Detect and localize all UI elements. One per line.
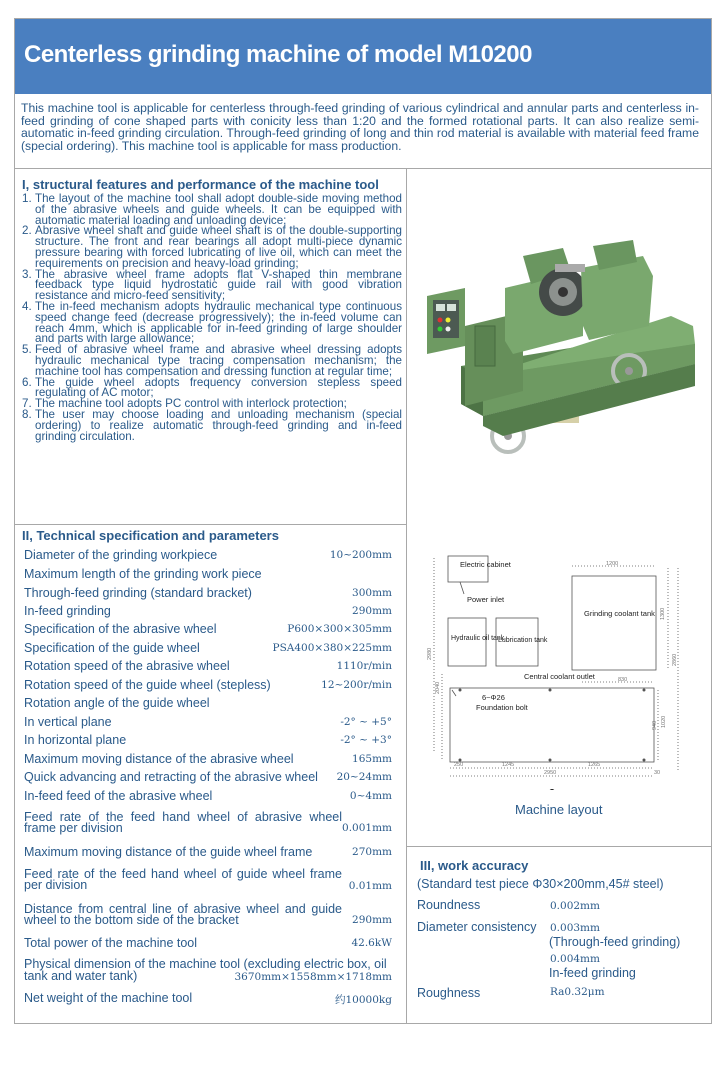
- dim-label: 1200: [606, 561, 619, 567]
- dim-label: 2860: [672, 653, 678, 666]
- feature-item: [22, 226, 402, 269]
- diameter-value-infeed: 0.004mm: [550, 953, 600, 965]
- feature-number: 1.: [22, 192, 32, 205]
- hydraulic-label: Hydraulic oil tank: [451, 635, 505, 642]
- spec-label: Total power of the machine tool: [24, 936, 198, 950]
- machine-layout-diagram: [412, 540, 712, 790]
- coolant-label: Grinding coolant tank: [584, 609, 655, 618]
- diameter-label: Diameter consistency: [417, 920, 537, 934]
- feature-item: [22, 345, 402, 377]
- spec-label: Maximum length of the grinding work piece: [24, 567, 262, 581]
- spec-label: Distance from central line of abrasive wheel and guide wheel to the bottom side of the bracket: [24, 902, 342, 927]
- spec-value: 165mm: [352, 753, 392, 765]
- spec-value: 3670mm×1558mm×1718mm: [231, 971, 393, 983]
- spec-value: 300mm: [352, 587, 392, 599]
- coolant-tank-box: [572, 576, 656, 670]
- dim-label: 30: [654, 770, 661, 776]
- feature-item: [22, 375, 402, 400]
- roughness-value: Ra0.32μm: [550, 986, 605, 998]
- spec-label: Feed rate of the feed hand wheel of abrasive wheel frame per division: [24, 810, 342, 835]
- hydraulic-tank-box: [448, 618, 486, 666]
- spec-label: Through-feed grinding (standard bracket): [24, 586, 252, 600]
- spec-value: 290mm: [352, 605, 392, 617]
- spec-value: 10~200mm: [329, 549, 392, 561]
- divider: [15, 524, 406, 525]
- spec-value: 0.01mm: [348, 880, 392, 892]
- spec-value: 42.6kW: [351, 937, 392, 949]
- intro-paragraph: This machine tool is applicable for centerless through-feed grinding of various cylindrical and annular parts and centerless in-feed grinding of cone shaped parts with conicity less than 1:20 and the formed rotational parts. It can also realize semi-automatic in-feed grinding circulation. Through-feed grinding of long and thin rod material is available with material feed frame (special ordering). This machine tool is applicable for mass production.: [21, 101, 699, 153]
- feature-number: 4.: [22, 299, 32, 313]
- features-list: [22, 194, 402, 442]
- dim-label: 2040: [435, 681, 441, 694]
- roundness-value: 0.002mm: [550, 900, 600, 912]
- dim-label: 2950: [544, 770, 557, 776]
- feature-text: The abrasive wheel frame adopts flat V-shaped thin membrane feedback type liquid hydrostatic guide rail with good vibration resistance and micro-feed sensitivity;: [35, 267, 402, 303]
- dim-label: 940: [652, 720, 658, 730]
- feature-item: [22, 407, 402, 443]
- dim-label: 1300: [660, 607, 666, 620]
- spec-value: P600×300×305mm: [287, 623, 392, 635]
- spec-label: Quick advancing and retracting of the abrasive wheel: [24, 770, 318, 784]
- diameter-note-through: (Through-feed grinding): [549, 935, 681, 949]
- spec-label: Rotation speed of the guide wheel (stepless): [24, 678, 271, 692]
- dim-label: 1020: [661, 715, 667, 728]
- spec-value: PSA400×380×225mm: [272, 642, 392, 654]
- feature-number: 3.: [22, 267, 32, 281]
- spec-value: -2° ~ +3°: [340, 734, 392, 746]
- spec-value: 12~200r/min: [321, 679, 392, 691]
- dim-label: 830: [618, 677, 628, 683]
- feature-number: 8.: [22, 407, 32, 421]
- feature-text: The machine tool adopts PC control with interlock protection;: [35, 397, 347, 411]
- spec-value: -2° ~ +5°: [340, 716, 392, 728]
- spec-label: Maximum moving distance of the abrasive wheel: [24, 752, 294, 766]
- feature-text: Feed of abrasive wheel frame and abrasive wheel dressing adopts hydraulic mechanical type tracing compensation mechanism; the machine tool has compensation and dressing function at regular time;: [35, 343, 402, 378]
- spec-label: In horizontal plane: [24, 733, 127, 747]
- layout-caption: Machine layout: [515, 802, 603, 817]
- feature-item: [22, 299, 402, 346]
- spec-label: In vertical plane: [24, 715, 112, 729]
- dim-label: 1245: [502, 762, 515, 768]
- feature-text: The guide wheel adopts frequency conversion stepless speed regulating of AC motor;: [35, 375, 402, 400]
- bolt-label: Foundation bolt: [476, 703, 528, 712]
- power-inlet-label: Power inlet: [467, 595, 505, 604]
- spec-value: 270mm: [352, 846, 392, 858]
- spec-label: Maximum moving distance of the guide wheel frame: [24, 845, 313, 859]
- dim-label: 2980: [427, 647, 433, 660]
- column-divider: [406, 168, 407, 1023]
- spec-label: In-feed grinding: [24, 604, 111, 618]
- coolant-outlet-label: Central coolant outlet: [524, 672, 595, 681]
- feature-number: 6.: [22, 375, 32, 389]
- title-banner: [15, 19, 711, 94]
- spec-value: 0~4mm: [349, 790, 392, 802]
- machine-photo: [413, 176, 711, 520]
- spec-label: Physical dimension of the machine tool (excluding electric box, oil tank and water tank): [24, 957, 387, 983]
- feature-text: Abrasive wheel shaft and guide wheel shaft is of the double-supporting structure. The front and rear bearings all adopt multi-piece dynamic pressure bearing with forced lubricating of live oil, which can meet the requirements on precision and heavy-load grinding;: [35, 224, 402, 270]
- feature-item: [22, 194, 402, 226]
- spec-value: 1110r/min: [336, 660, 392, 672]
- page-title: Centerless grinding machine of model M10200: [24, 41, 532, 68]
- spec-value: 约10000kg: [335, 994, 392, 1006]
- features-title: I, structural features and performance of the machine tool: [22, 177, 379, 192]
- spec-value: 290mm: [352, 914, 392, 926]
- spec-label: In-feed feed of the abrasive wheel: [24, 789, 213, 803]
- accuracy-title: III, work accuracy: [420, 858, 529, 873]
- spec-label: Specification of the guide wheel: [24, 641, 200, 655]
- spec-label: Rotation angle of the guide wheel: [24, 696, 210, 710]
- feature-number: 7.: [22, 397, 32, 411]
- spec-label: Specification of the abrasive wheel: [24, 622, 217, 636]
- diameter-value-through: 0.003mm: [550, 922, 600, 934]
- feature-text: The user may choose loading and unloading mechanism (special ordering) to realize automatic through-feed grinding and in-feed grinding circulation.: [35, 407, 402, 443]
- dim-label: 1265: [588, 762, 601, 768]
- roundness-label: Roundness: [417, 898, 481, 912]
- dim-label: 250: [454, 762, 464, 768]
- spec-value: 0.001mm: [342, 822, 392, 834]
- lubrication-label: Lubrication tank: [498, 637, 548, 644]
- spec-label: Net weight of the machine tool: [24, 991, 193, 1005]
- feature-item: [22, 267, 402, 303]
- roughness-label: Roughness: [417, 986, 481, 1000]
- specs-title: II, Technical specification and parameters: [22, 528, 279, 543]
- divider: [15, 168, 711, 169]
- feature-text: The in-feed mechanism adopts hydraulic mechanical type continuous speed change feed (decrease progressively); the in-feed volume can reach 4mm, which is applicable for in-feed grinding of large shoulder and parts with large allowance;: [35, 299, 402, 346]
- feature-number: 5.: [22, 343, 32, 357]
- feature-text: The layout of the machine tool shall adopt double-side moving method of the abrasive wheels and guide wheels. It can be equipped with automatic material loading and unloading device;: [35, 192, 402, 227]
- bolt-count-label: 6~Φ26: [482, 693, 505, 702]
- diameter-note-infeed: In-feed grinding: [549, 966, 636, 980]
- foundation-box: [450, 688, 654, 762]
- feature-number: 2.: [22, 224, 32, 238]
- spec-value: 20~24mm: [336, 771, 392, 783]
- spec-label: Rotation speed of the abrasive wheel: [24, 659, 230, 673]
- electric-cabinet-label: Electric cabinet: [460, 560, 511, 569]
- accuracy-subtitle: (Standard test piece Φ30×200mm,45# steel): [417, 877, 664, 891]
- spec-label: Diameter of the grinding workpiece: [24, 548, 218, 562]
- spec-label: Feed rate of the feed hand wheel of guide wheel frame per division: [24, 867, 342, 892]
- divider: [406, 846, 711, 847]
